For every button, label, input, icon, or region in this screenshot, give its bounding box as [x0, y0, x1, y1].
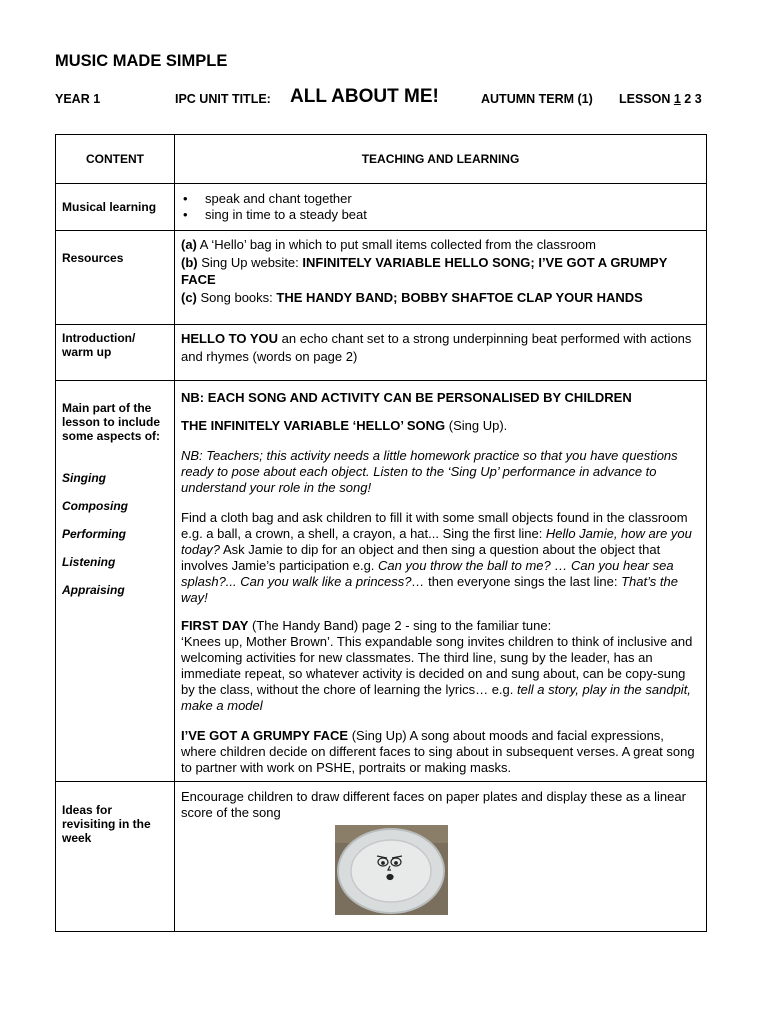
aspect-singing: Singing	[62, 471, 106, 485]
first-day-description: ‘Knees up, Mother Brown’. This expandable song invites children to think of inclusive and welcoming activities for new classmates. The third line, sung by the leader, has an immediate repeat, so whatever activity is decided on and sung about, can be copy-sung by the class, without the chore of learning the lyrics… e.g. tell a story, play in the sandpit, make a model	[181, 634, 693, 713]
lesson-label: LESSON	[619, 92, 674, 106]
introduction-content: HELLO TO YOU an echo chant set to a strong underpinning beat performed with actions and rhymes (words on page 2)	[175, 325, 707, 381]
table-row-musical-learning	[56, 184, 707, 231]
resources-content	[175, 231, 707, 325]
first-day-intro: FIRST DAY (The Handy Band) page 2 - sing to the familiar tune:	[181, 618, 552, 633]
list-item: • speak and chant together	[205, 191, 700, 207]
lesson-rest: 2 3	[680, 92, 702, 106]
row-label-resources: Resources	[56, 231, 175, 325]
year-label: YEAR 1	[55, 92, 101, 106]
unit-title: ALL ABOUT ME!	[290, 86, 439, 107]
paper-plate-face-image	[335, 825, 448, 915]
aspect-appraising: Appraising	[62, 583, 125, 597]
resource-b: (b) Sing Up website: INFINITELY VARIABLE HELLO SONG; I’VE GOT A GRUMPY FACE	[181, 254, 668, 287]
main-part-content	[175, 381, 707, 782]
resource-c: (c) Song books: THE HANDY BAND; BOBBY SHAFTOE CLAP YOUR HANDS	[181, 289, 643, 305]
row-label-introduction: Introduction/ warm up	[56, 325, 175, 381]
grumpy-face-song: I’VE GOT A GRUMPY FACE (Sing Up) A song about moods and facial expressions, where children decide on different faces to sing about in subsequent verses. A great song to partner with work on PSHE, portraits or making masks.	[181, 728, 695, 775]
resource-a: (a) A ‘Hello’ bag in which to put small items collected from the classroom	[181, 237, 596, 252]
lesson-numbers	[619, 92, 702, 106]
ipc-unit-label: IPC UNIT TITLE:	[175, 92, 271, 106]
hello-bag-activity: Find a cloth bag and ask children to fill it with some small objects found in the classroom e.g. a ball, a crown, a shell, a crayon, a hat... Sing the first line: Hello Jamie, how are you today? Ask Jamie to dip for an object and then sing a question about the object that involves Jamie’s participation e.g. Can you throw the ball to me? … Can you hear sea splash?... Can you walk like a princess?… then everyone sings the last line: That’s the way!	[181, 510, 692, 605]
song-infinitely-variable: THE INFINITELY VARIABLE ‘HELLO’ SONG (Sing Up).	[181, 418, 508, 433]
table-row-main-part	[56, 381, 707, 782]
table-row-introduction	[56, 325, 707, 381]
nb-heading: NB: EACH SONG AND ACTIVITY CAN BE PERSONALISED BY CHILDREN	[181, 390, 632, 405]
content-column-header: CONTENT	[56, 135, 175, 184]
ideas-text: Encourage children to draw different faces on paper plates and display these as a linear score of the song	[181, 789, 686, 820]
lesson-header	[55, 86, 715, 114]
table-row-resources	[56, 231, 707, 325]
row-label-main-part	[56, 381, 175, 782]
row-label-musical-learning: Musical learning	[56, 184, 175, 231]
musical-learning-content	[175, 184, 707, 231]
ideas-content	[175, 782, 707, 932]
table-row-ideas	[56, 782, 707, 932]
aspect-composing: Composing	[62, 499, 128, 513]
term-label: AUTUMN TERM (1)	[481, 92, 593, 106]
table-header-row	[56, 135, 707, 184]
teaching-column-header: TEACHING AND LEARNING	[175, 135, 707, 184]
aspect-listening: Listening	[62, 555, 116, 569]
lesson-plan-table	[55, 134, 707, 932]
row-label-ideas: Ideas for revisiting in the week	[56, 782, 175, 932]
nb-teachers-note: NB: Teachers; this activity needs a little homework practice so that you have questions ready to pose about each object. Listen to the ‘Sing Up’ performance in advance to understand your role in the song!	[181, 448, 678, 495]
aspect-performing: Performing	[62, 527, 127, 541]
lesson-current: 1	[673, 92, 681, 106]
list-item: • sing in time to a steady beat	[205, 207, 700, 223]
document-title: MUSIC MADE SIMPLE	[55, 52, 228, 70]
main-part-label: Main part of the lesson to include some aspects of:	[62, 401, 161, 443]
